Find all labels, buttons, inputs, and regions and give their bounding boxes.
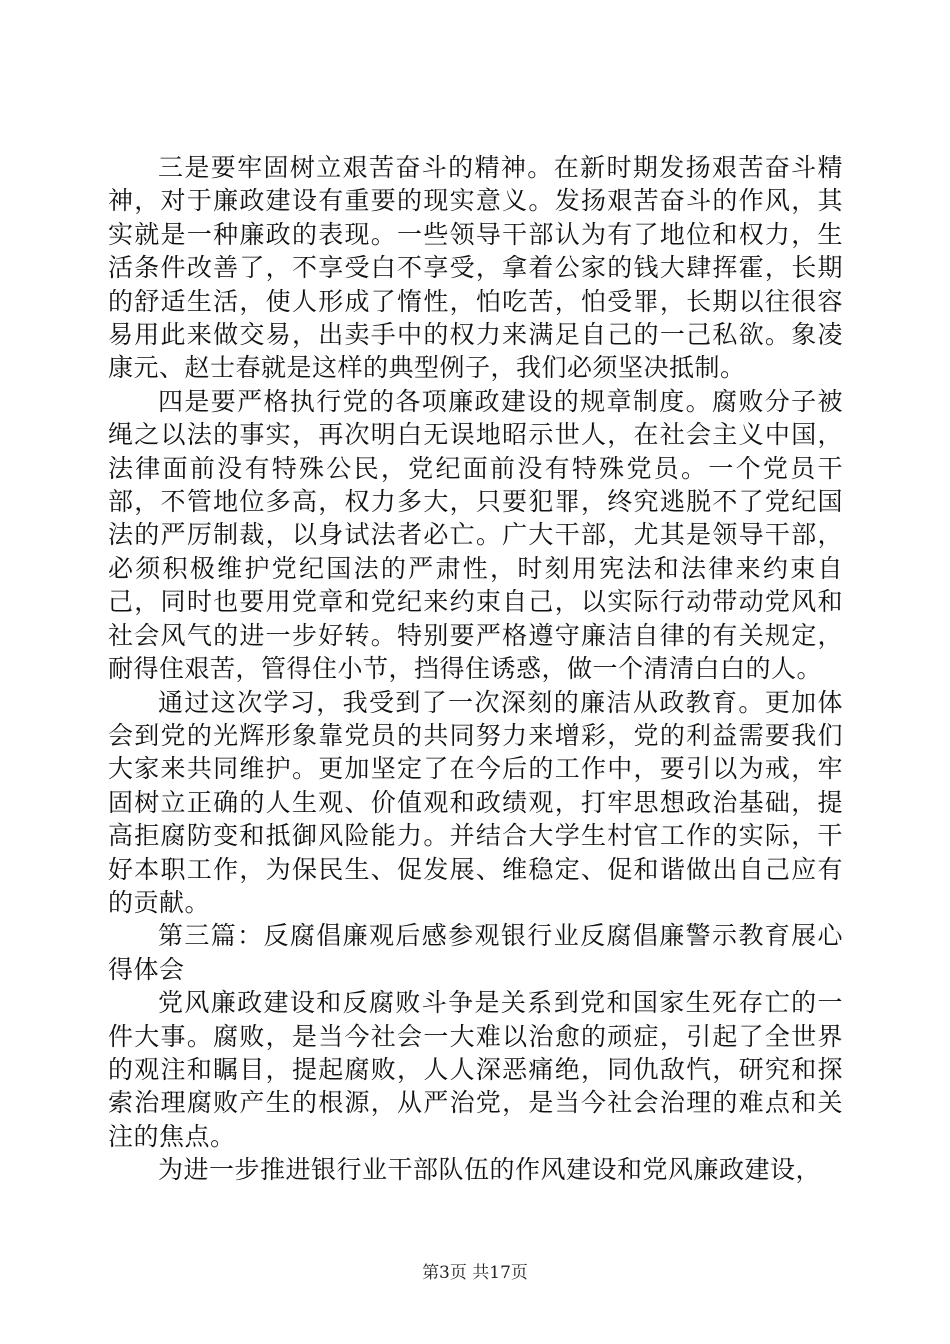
paragraph-2: 四是要严格执行党的各项廉政建设的规章制度。腐败分子被绳之以法的事实，再次明白无误地昭示世人，在社会主义中国，法律面前没有特殊公民，党纪面前没有特殊党员。一个党员干部，不管地位多高，权力多大，只要犯罪，终究逃脱不了党纪国法的严厉制裁，以身试法者必亡。广大干部，尤其是领导干部，必须积极维护党纪国法的严肃性，时刻用宪法和法律来约束自己，同时也要用党章和党纪来约束自己，以实际行动带动党风和社会风气的进一步好转。特别要严格遵守廉洁自律的有关规定，耐得住艰苦，管得住小节，挡得住诱惑，做一个清清白白的人。 [108, 386, 843, 684]
paragraph-3: 通过这次学习，我受到了一次深刻的廉洁从政教育。更加体会到党的光辉形象靠党员的共同努力来增彩，党的利益需要我们大家来共同维护。更加坚定了在今后的工作中，要引以为戒，牢固树立正确的人生观、价值观和政绩观，打牢思想政治基础，提高拒腐防变和抵御风险能力。并结合大学生村官工作的实际，干好本职工作，为保民生、促发展、维稳定、促和谐做出自己应有的贡献。 [108, 687, 843, 917]
body-text [108, 151, 843, 1187]
paragraph-4: 党风廉政建设和反腐败斗争是关系到党和国家生死存亡的一件大事。腐败，是当今社会一大难以治愈的顽症，引起了全世界的观注和瞩目，提起腐败，人人深恶痛绝，同仇敌忾，研究和探索治理腐败产生的根源，从严治党，是当今社会治理的难点和关注的焦点。 [108, 988, 843, 1151]
paragraph-5: 为进一步推进银行业干部队伍的作风建设和党风廉政建设， [158, 1155, 822, 1185]
page-number-footer: 第3页 共17页 [422, 1263, 528, 1283]
paragraph-1: 三是要牢固树立艰苦奋斗的精神。在新时期发扬艰苦奋斗精神，对于廉政建设有重要的现实意义。发扬艰苦奋斗的作风，其实就是一种廉政的表现。一些领导干部认为有了地位和权力，生活条件改善了，不享受白不享受，拿着公家的钱大肆挥霍，长期的舒适生活，使人形成了惰性，怕吃苦，怕受罪，长期以往很容易用此来做交易，出卖手中的权力来满足自己的一己私欲。象凌康元、赵士春就是这样的典型例子，我们必须坚决抵制。 [108, 153, 843, 383]
section-heading: 第三篇：反腐倡廉观后感参观银行业反腐倡廉警示教育展心得体会 [108, 921, 843, 984]
